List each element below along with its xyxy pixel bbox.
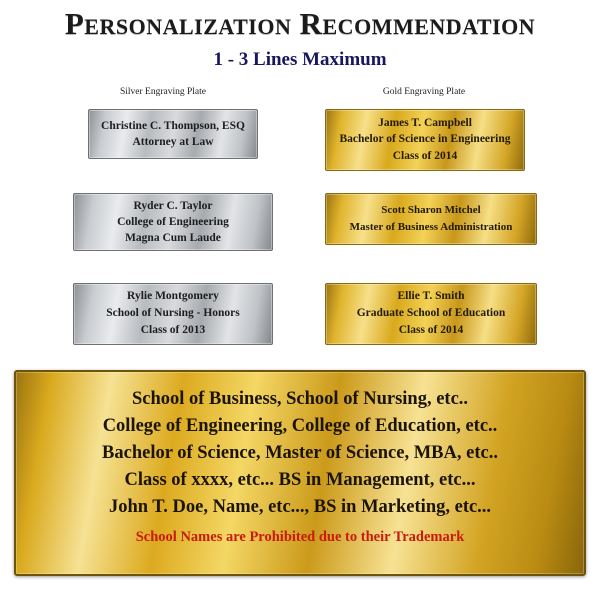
example-line: John T. Doe, Name, etc..., BS in Marketing, etc... xyxy=(108,497,492,517)
plate-line: Class of 2014 xyxy=(392,149,458,162)
plate-line: Magna Cum Laude xyxy=(125,231,221,244)
page-title: Personalization Recommendation xyxy=(64,6,536,41)
gold-plate-1 xyxy=(325,109,525,171)
page-subtitle: 1 - 3 Lines Maximum xyxy=(213,48,387,70)
plate-samples xyxy=(0,109,600,361)
plate-line: College of Engineering xyxy=(117,215,229,228)
plate-line: Graduate School of Education xyxy=(356,307,506,320)
gold-plate-2 xyxy=(325,193,537,245)
silver-plate-1 xyxy=(88,109,258,159)
plate-line: Bachelor of Science in Engineering xyxy=(339,133,511,146)
plate-line: Class of 2014 xyxy=(398,324,464,337)
silver-plate-3 xyxy=(73,283,273,345)
plate-line: Master of Business Administration xyxy=(349,220,513,233)
trademark-warning: School Names are Prohibited due to their Trademark xyxy=(135,529,465,545)
silver-column-label: Silver Engraving Plate xyxy=(119,86,206,97)
example-line: Bachelor of Science, Master of Science, MBA, etc.. xyxy=(102,443,498,463)
personalization-recommendation-page xyxy=(0,8,600,608)
plate-line: Ellie T. Smith xyxy=(397,290,465,303)
examples-banner xyxy=(14,370,586,576)
silver-plate-2 xyxy=(73,193,273,251)
plate-line: Rylie Montgomery xyxy=(127,290,219,303)
plate-line: Attorney at Law xyxy=(132,135,214,148)
plate-line: Ryder C. Taylor xyxy=(133,199,213,212)
plate-line: Scott Sharon Mitchel xyxy=(381,203,481,216)
plate-line: School of Nursing - Honors xyxy=(106,307,240,320)
column-headers xyxy=(0,87,600,105)
example-line: Class of xxxx, etc... BS in Management, etc... xyxy=(124,470,476,490)
gold-column-label: Gold Engraving Plate xyxy=(382,86,466,97)
gold-plate-3 xyxy=(325,283,537,345)
plate-line: Class of 2013 xyxy=(140,324,206,337)
plate-line: Christine C. Thompson, ESQ xyxy=(101,119,245,132)
example-line: College of Engineering, College of Education, etc.. xyxy=(102,416,498,436)
example-line: School of Business, School of Nursing, etc.. xyxy=(131,389,469,409)
plate-line: James T. Campbell xyxy=(378,116,472,129)
